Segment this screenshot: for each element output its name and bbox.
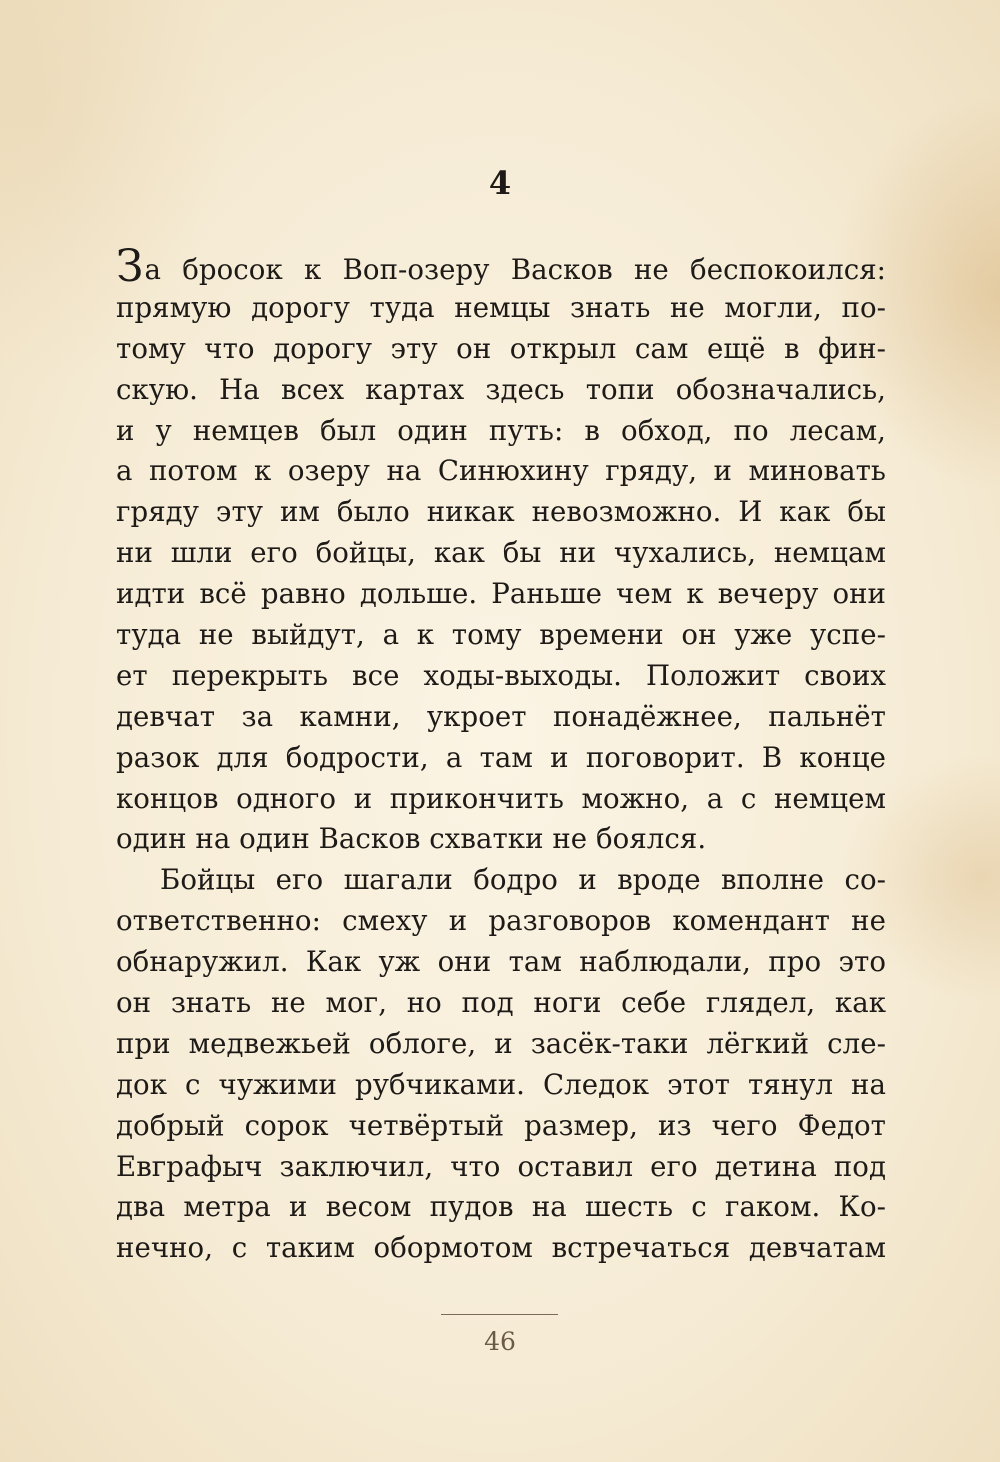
text-line: нечно, с таким обормотом встречаться девчатам [116,1231,886,1265]
text-line: концов одного и прикончить можно, а с немцем [116,781,886,815]
text-line: при медвежьей облоге, и засёк-таки лёгкий сле- [116,1026,886,1060]
text-line [116,241,886,292]
text-line: туда не выйдут, а к тому времени он уже успе- [116,618,886,652]
body-text [116,241,886,1269]
text-line: идти всё равно дольше. Раньше чем к вечеру они [116,577,886,611]
first-line-text: а бросок к Воп-озеру Васков не беспокоился: [144,253,886,286]
text-line: док с чужими рубчиками. Следок этот тянул на [116,1067,886,1101]
text-line: ет перекрыть все ходы-выходы. Положит своих [116,658,886,692]
text-line: гряду эту им было никак невозможно. И как бы [116,495,886,529]
text-line: добрый сорок четвёртый размер, из чего Федот [116,1108,886,1142]
text-line: Бойцы его шагали бодро и вроде вполне со- [160,863,886,897]
text-line: прямую дорогу туда немцы знать не могли, по- [116,290,886,324]
text-line: и у немцев был один путь: в обход, по лесам, [116,413,886,447]
text-line: девчат за камни, укроет понадёжнее, пальнёт [116,699,886,733]
text-line: разок для бодрости, а там и поговорит. В конце [116,740,886,774]
text-line: Евграфыч заключил, что оставил его детина под [116,1149,886,1183]
text-line: ответственно: смеху и разговоров комендант не [116,904,886,938]
page-number: 46 [484,1327,516,1356]
text-line: два метра и весом пудов на шесть с гаком. Ко- [116,1190,886,1224]
text-line: тому что дорогу эту он открыл сам ещё в фин- [116,331,886,365]
drop-cap: З [116,241,144,292]
text-line: ни шли его бойцы, как бы ни чухались, немцам [116,536,886,570]
text-line: обнаружил. Как уж они там наблюдали, про это [116,945,886,979]
text-line: один на один Васков схватки не боялся. [116,822,707,856]
text-line: скую. На всех картах здесь топи обозначались, [116,372,886,406]
text-line: а потом к озеру на Синюхину гряду, и миновать [116,454,886,488]
footer-divider [441,1314,558,1315]
text-line: он знать не мог, но под ноги себе глядел, как [116,986,886,1020]
chapter-number: 4 [488,164,512,202]
